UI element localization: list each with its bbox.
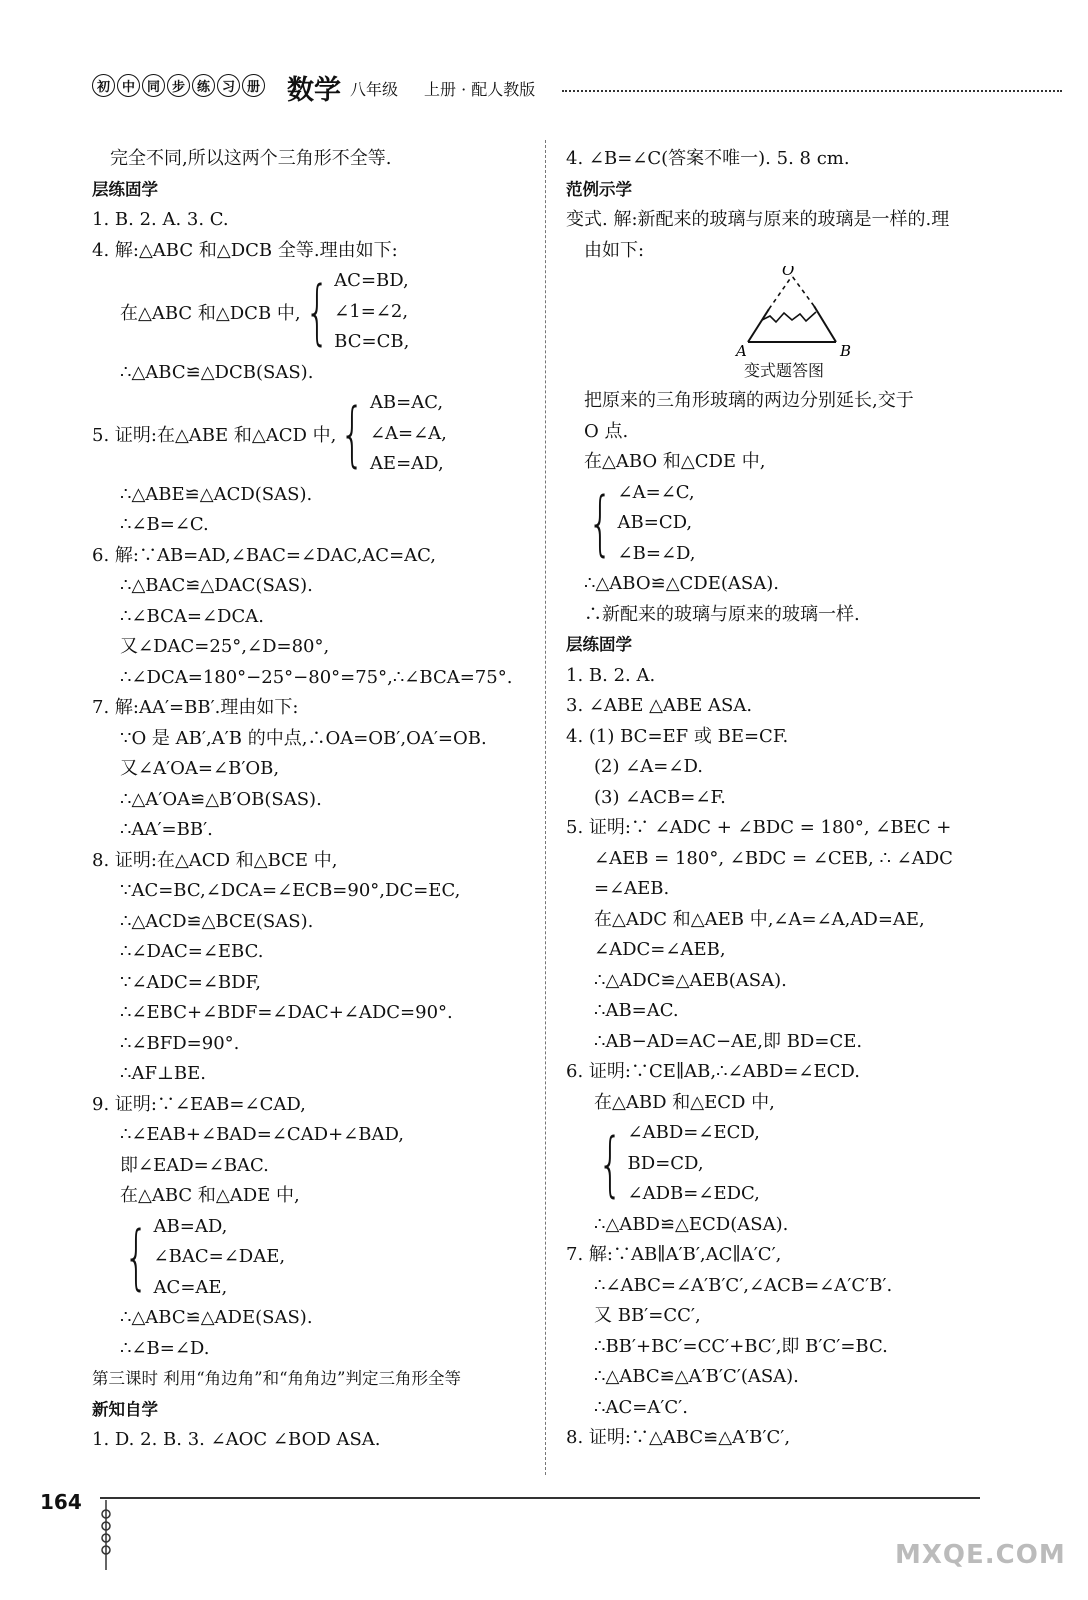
system-line: AB=AC, <box>369 392 444 413</box>
answer-line: 3. ∠ABE △ABE ASA. <box>566 695 753 716</box>
answer-line: 5. 证明:∵ ∠ADC + ∠BDC = 180°, ∠BEC + <box>566 817 952 838</box>
system-line: ∠ABD=∠ECD, <box>627 1122 760 1143</box>
answer-line: 7. 解:AA′=BB′.理由如下: <box>92 697 299 718</box>
section-heading: 层练固学 <box>92 179 158 199</box>
series-char: 习 <box>217 74 240 97</box>
vertex-b: B <box>840 342 852 358</box>
answer-line: ∴△A′OA≌△B′OB(SAS). <box>120 788 322 810</box>
answer-line: ∴△BAC≌△DAC(SAS). <box>120 575 313 596</box>
equation-system-q4 <box>92 266 532 358</box>
answer-line: ∴△ADC≌△AEB(ASA). <box>594 969 787 991</box>
answer-line: ∴∠B=∠D. <box>120 1337 210 1359</box>
grade-label: 八年级 <box>350 80 399 99</box>
answer-line: ∴△ABC≌△ADE(SAS). <box>120 1307 313 1328</box>
system-lead: 在△ABC 和△DCB 中, <box>120 302 301 324</box>
extension-b <box>792 276 814 306</box>
footer-spiral-icon <box>96 1500 116 1570</box>
answer-line: 1. D. 2. B. 3. ∠AOC ∠BOD ASA. <box>92 1429 381 1450</box>
left-column <box>92 144 532 1456</box>
system-line: AE=AD, <box>369 453 444 474</box>
answer-line: ∴∠EAB+∠BAD=∠CAD+∠BAD, <box>120 1124 404 1145</box>
answer-line: (3) ∠ACB=∠F. <box>594 786 726 808</box>
header-dotted-rule <box>562 90 1062 92</box>
page-number: 164 <box>40 1490 82 1514</box>
series-char: 练 <box>192 74 215 97</box>
brace-icon: { <box>598 1122 623 1205</box>
system-line: AC=AE, <box>153 1276 228 1298</box>
answer-line: 又 BB′=CC′, <box>594 1305 701 1326</box>
answer-line: 在△ABD 和△ECD 中, <box>594 1091 775 1113</box>
answer-line: 1. B. 2. A. <box>566 664 656 686</box>
answer-line: ∴△ABC≌△DCB(SAS). <box>120 361 314 383</box>
brace-icon: { <box>588 482 613 565</box>
answer-line: ∵O 是 AB′,A′B 的中点,∴OA=OB′,OA′=OB. <box>120 727 487 749</box>
series-char: 册 <box>242 74 265 97</box>
answer-line: 又∠DAC=25°,∠D=80°, <box>120 636 330 657</box>
answer-line: 4. 解:△ABC 和△DCB 全等.理由如下: <box>92 239 398 261</box>
brace-icon: { <box>124 1216 149 1299</box>
answer-line: 8. 证明:∵△ABC≌△A′B′C′, <box>566 1427 791 1448</box>
side-a <box>748 309 769 342</box>
footer-rule <box>100 1497 980 1499</box>
answer-line: ∴△ACD≌△BCE(SAS). <box>120 910 314 932</box>
system-line: BC=CB, <box>334 331 410 352</box>
equation-system-q6 <box>566 1118 1036 1210</box>
section-heading: 层练固学 <box>566 635 632 654</box>
answer-line: 在△ADC 和△AEB 中,∠A=∠A,AD=AE, <box>594 908 925 930</box>
answer-line: ∴AB−AD=AC−AE,即 BD=CE. <box>594 1030 863 1052</box>
column-divider <box>545 140 546 1475</box>
system-line: BD=CD, <box>627 1152 704 1174</box>
system-line: AB=CD, <box>617 512 693 533</box>
answer-line: 变式. 解:新配来的玻璃与原来的玻璃是一样的.理 <box>566 209 950 230</box>
answer-line: 完全不同,所以这两个三角形不全等. <box>110 148 392 169</box>
system-line: ∠A=∠A, <box>369 422 447 444</box>
system-lead: 5. 证明:在△ABE 和△ACD 中, <box>92 424 337 446</box>
equation-system-q9 <box>92 1212 532 1304</box>
answer-line: 7. 解:∵AB∥A′B′,AC∥A′C′, <box>566 1244 782 1265</box>
answer-line: ∴AB=AC. <box>594 1000 679 1021</box>
series-char: 步 <box>167 74 190 97</box>
answer-line: 8. 证明:在△ACD 和△BCE 中, <box>92 849 338 871</box>
answer-line: ∴∠BFD=90°. <box>120 1032 240 1054</box>
answer-line: 9. 证明:∵∠EAB=∠CAD, <box>92 1093 306 1115</box>
section-heading: 新知自学 <box>92 1399 158 1419</box>
answer-line: (2) ∠A=∠D. <box>594 756 703 777</box>
system-line: ∠1=∠2, <box>334 300 409 322</box>
answer-line: ∴AF⊥BE. <box>120 1063 206 1084</box>
answer-line: 4. (1) BC=EF 或 BE=CF. <box>566 725 789 747</box>
system-line: AB=AD, <box>153 1215 228 1237</box>
answer-line: ∴∠DAC=∠EBC. <box>120 941 264 962</box>
answer-line: ∴△ABO≌△CDE(ASA). <box>584 573 779 594</box>
brace-icon: { <box>304 270 330 353</box>
system-line: ∠B=∠D, <box>617 542 696 564</box>
edition-label: 上册 · 配人教版 <box>424 80 536 99</box>
equation-system-variant <box>566 478 1036 570</box>
answer-line: ∴△ABE≌△ACD(SAS). <box>120 483 313 505</box>
answer-line: 6. 解:∵AB=AD,∠BAC=∠DAC,AC=AC, <box>92 544 437 566</box>
answer-line: ∴△ABC≌△A′B′C′(ASA). <box>594 1366 799 1387</box>
lesson-title: 第三课时 利用“角边角”和“角角边”判定三角形全等 <box>92 1369 461 1388</box>
answer-line: =∠AEB. <box>594 878 670 899</box>
answer-line: ∴新配来的玻璃与原来的玻璃一样. <box>584 603 860 625</box>
system-line: ∠BAC=∠DAE, <box>153 1246 286 1267</box>
answer-line: ∴△ABD≌△ECD(ASA). <box>594 1213 789 1235</box>
answer-line: O 点. <box>584 420 629 442</box>
answer-line: 1. B. 2. A. 3. C. <box>92 209 229 230</box>
answer-line: 又∠A′OA=∠B′OB, <box>120 758 280 779</box>
break-edge <box>762 312 816 322</box>
series-char: 同 <box>142 74 165 97</box>
answer-line: ∴∠B=∠C. <box>120 514 209 535</box>
page-header <box>92 72 1062 108</box>
subject-title: 数学 <box>287 75 341 106</box>
section-heading: 范例示学 <box>566 179 632 199</box>
series-title <box>92 74 265 97</box>
answer-line: ∵AC=BC,∠DCA=∠ECB=90°,DC=EC, <box>120 880 461 901</box>
system-line: AC=BD, <box>334 270 409 291</box>
answer-line: ∴∠BCA=∠DCA. <box>120 605 264 627</box>
watermark: MXQE.COM <box>895 1540 1066 1570</box>
figure-caption: 变式题答图 <box>744 361 825 380</box>
series-char: 中 <box>117 74 140 97</box>
answer-line: 由如下: <box>584 239 645 261</box>
vertex-o: O <box>782 266 795 279</box>
vertex-a: A <box>736 342 747 358</box>
answer-line: 在△ABC 和△ADE 中, <box>120 1185 300 1206</box>
extension-a <box>769 276 792 309</box>
answer-line: 4. ∠B=∠C(答案不唯一). 5. 8 cm. <box>566 148 850 169</box>
answer-line: ∴∠ABC=∠A′B′C′,∠ACB=∠A′C′B′. <box>594 1274 893 1296</box>
answer-line: ∴BB′+BC′=CC′+BC′,即 B′C′=BC. <box>594 1335 888 1357</box>
right-column <box>566 144 1036 1454</box>
answer-line: 6. 证明:∵CE∥AB,∴∠ABD=∠ECD. <box>566 1061 860 1082</box>
answer-line: ∴AA′=BB′. <box>120 819 213 840</box>
answer-line: ∴∠DCA=180°−25°−80°=75°,∴∠BCA=75°. <box>120 666 513 688</box>
answer-line: ∴∠EBC+∠BDF=∠DAC+∠ADC=90°. <box>120 1002 453 1023</box>
brace-icon: { <box>340 392 365 475</box>
answer-line: ∵∠ADC=∠BDF, <box>120 971 261 993</box>
answer-line: 在△ABO 和△CDE 中, <box>584 451 766 472</box>
triangle-figure <box>566 266 1036 386</box>
series-char: 初 <box>92 74 115 97</box>
side-b <box>814 306 836 342</box>
system-line: ∠ADB=∠EDC, <box>627 1183 760 1204</box>
answer-line: 把原来的三角形玻璃的两边分别延长,交于 <box>584 390 914 411</box>
answer-line: ∠AEB = 180°, ∠BDC = ∠CEB, ∴ ∠ADC <box>594 847 953 869</box>
system-line: ∠A=∠C, <box>617 481 695 503</box>
triangle-diagram <box>566 266 1036 358</box>
answer-line: 即∠EAD=∠BAC. <box>120 1154 269 1176</box>
equation-system-q5 <box>92 388 532 480</box>
answer-line: ∠ADC=∠AEB, <box>594 939 726 960</box>
answer-line: ∴AC=A′C′. <box>594 1396 688 1418</box>
